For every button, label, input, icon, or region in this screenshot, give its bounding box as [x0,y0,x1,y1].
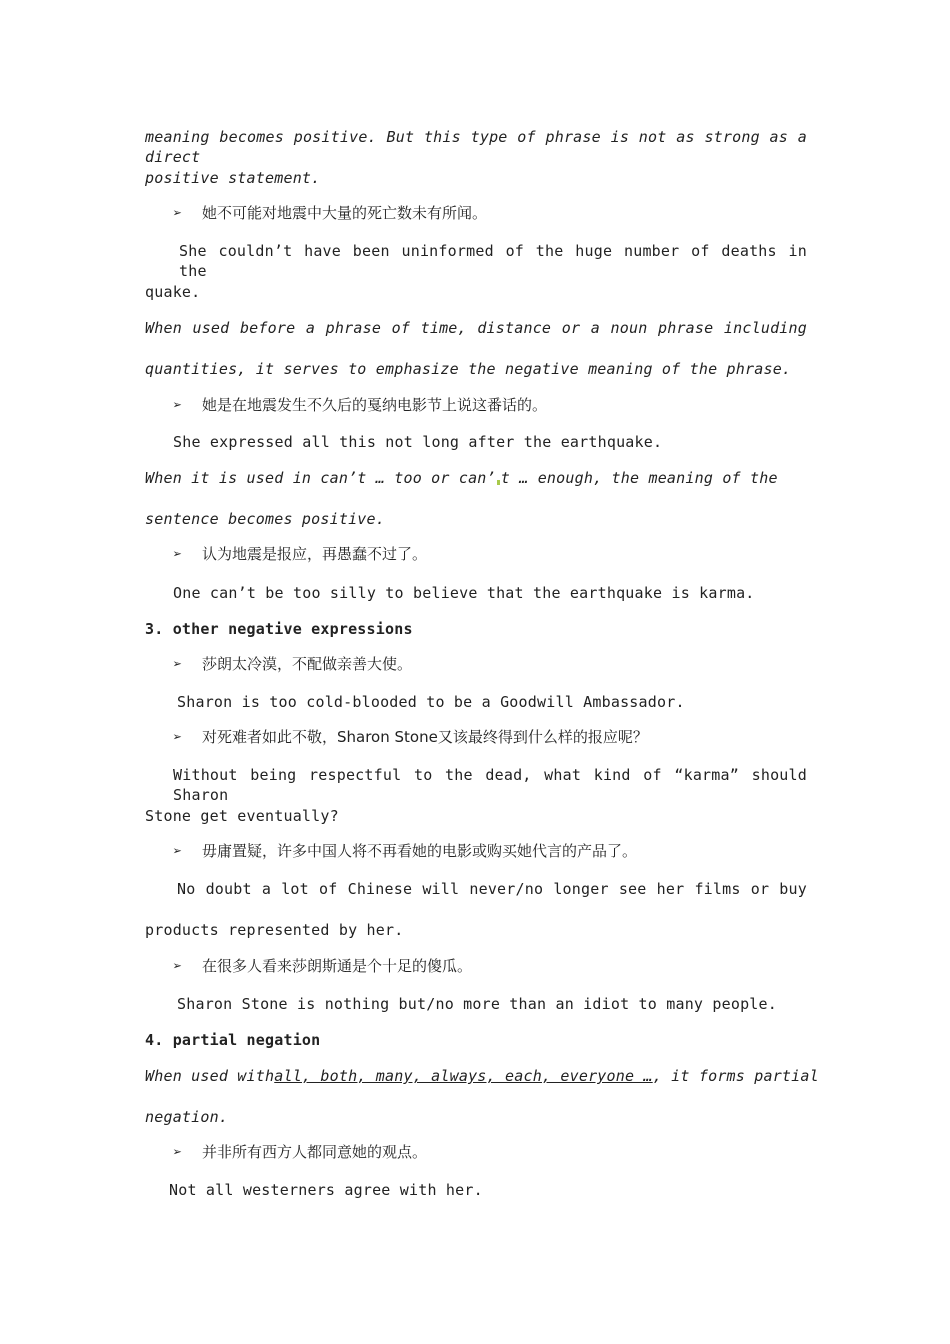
text-line: quake. [145,283,201,301]
text-line: When used before a phrase of time, distance or a noun phrase including [145,319,807,337]
english-translation: Sharon is too cold-blooded to be a Goodwill Ambassador. [177,693,685,711]
text-segment: t … enough, the meaning of the [500,469,778,487]
text-segment: When it is used in can’t … too or can’ [145,469,496,487]
arrow-bullet-icon: ➢ [173,1143,183,1161]
text-line: meaning becomes positive. But this type of phrase is not as strong as a direct [145,128,807,166]
arrow-bullet-icon: ➢ [173,655,183,673]
text-line [145,468,807,488]
english-translation: She couldn’t have been uninformed of the huge number of deaths in the [179,242,807,280]
arrow-bullet-icon: ➢ [173,204,183,222]
chinese-example: 她是在地震发生不久后的戛纳电影节上说这番话的。 [202,396,548,414]
chinese-example: 她不可能对地震中大量的死亡数未有所闻。 [202,204,488,222]
underlined-word-list: all, both, many, always, each, everyone … [274,1067,653,1085]
arrow-bullet-icon: ➢ [173,842,183,860]
highlight-mark [497,480,500,485]
chinese-example: 在很多人看来莎朗斯通是个十足的傻瓜。 [202,957,473,975]
english-translation: One can’t be too silly to believe that the earthquake is karma. [173,584,755,602]
text-line: Stone get eventually? [145,807,339,825]
chinese-example: 并非所有西方人都同意她的观点。 [202,1143,428,1161]
text-line [145,1066,819,1086]
section-heading: 4. partial negation [145,1031,321,1049]
text-line: quantities, it serves to emphasize the negative meaning of the phrase. [145,360,792,378]
arrow-bullet-icon: ➢ [173,957,183,975]
chinese-example: 认为地震是报应，再愚蠢不过了。 [202,545,428,563]
text-segment: , it forms partial [652,1067,819,1085]
english-translation: No doubt a lot of Chinese will never/no longer see her films or buy [177,880,807,898]
text-line: negation. [145,1108,229,1126]
arrow-bullet-icon: ➢ [173,545,183,563]
text-line: sentence becomes positive. [145,510,385,528]
chinese-example: 莎朗太冷漠，不配做亲善大使。 [202,655,413,673]
text-line: products represented by her. [145,921,404,939]
english-translation: She expressed all this not long after the earthquake. [173,433,663,451]
text-line: positive statement. [145,169,321,187]
chinese-example: 毋庸置疑，许多中国人将不再看她的电影或购买她代言的产品了。 [202,842,638,860]
arrow-bullet-icon: ➢ [173,728,183,746]
arrow-bullet-icon: ➢ [173,396,183,414]
english-translation: Without being respectful to the dead, what kind of “karma” should Sharon [173,766,807,804]
english-translation: Sharon Stone is nothing but/no more than an idiot to many people. [177,995,777,1013]
chinese-example: 对死难者如此不敬，Sharon Stone又该最终得到什么样的报应呢？ [202,728,648,746]
section-heading: 3. other negative expressions [145,620,413,638]
text-segment: When used with [145,1067,275,1085]
english-translation: Not all westerners agree with her. [169,1181,483,1199]
